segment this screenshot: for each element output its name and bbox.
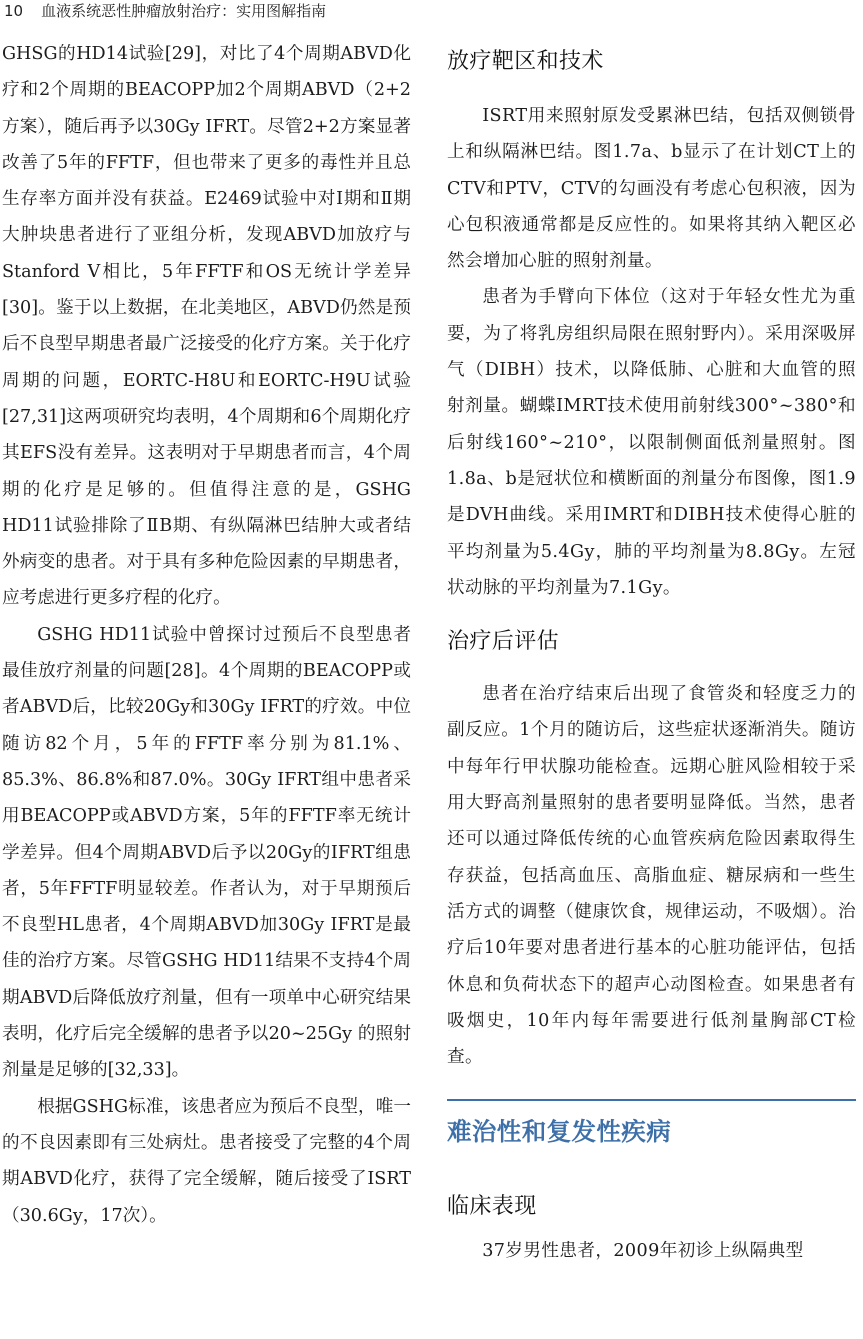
left-column xyxy=(2,36,411,1339)
post-treatment-paragraph: 患者在治疗结束后出现了食管炎和轻度乏力的副反应。1个月的随访后，这些症状逐渐消失。随访中每年行甲状腺功能检查。远期心脏风险相较于采用大野高剂量照射的患者要明显降低。当然，患者还可以通过降低传统的心血管疾病危险因素取得生存获益，包括高血压、高脂血症、糖尿病和一些生活方式的调整（健康饮食，规律运动，不吸烟）。治疗后10年要对患者进行基本的心脏功能评估，包括休息和负荷状态下的超声心动图检查。如果患者有吸烟史，10年内每年需要进行低剂量胸部CT检查。 xyxy=(447,684,856,1068)
targets-paragraph-1: ISRT用来照射原发受累淋巴结，包括双侧锁骨上和纵隔淋巴结。图1.7a、b显示了在计划CT上的CTV和PTV，CTV的勾画没有考虑心包积液，因为心包积液通常都是反应性的。如果将其纳入靶区必然会增加心脏的照射剂量。 xyxy=(447,106,856,272)
targets-paragraph-2: 患者为手臂向下体位（这对于年轻女性尤为重要，为了将乳房组织局限在照射野内）。采用深吸屏气（DIBH）技术，以降低肺、心脏和大血管的照射剂量。蝴蝶IMRT技术使用前射线300°~380°和后射线160°~210°，以限制侧面低剂量照射。图1.8a、b是冠状位和横断面的剂量分布图像，图1.9是DVH曲线。采用IMRT和DIBH技术使得心脏的平均剂量为5.4Gy，肺的平均剂量为8.8Gy。左冠状动脉的平均剂量为7.1Gy。 xyxy=(447,287,856,598)
left-paragraph-3: 根据GSHG标准，该患者应为预后不良型，唯一的不良因素即有三处病灶。患者接受了完整的4个周期ABVD化疗，获得了完全缓解，随后接受了ISRT（30.6Gy，17次）。 xyxy=(2,1096,411,1226)
part-divider-rule xyxy=(447,1099,856,1101)
page-number: 10 xyxy=(4,2,24,20)
section-heading-targets: 放疗靶区和技术 xyxy=(447,49,604,74)
section-heading-clinical: 临床表现 xyxy=(447,1194,537,1220)
section-heading-post-treatment: 治疗后评估 xyxy=(447,629,560,655)
book-title: 血液系统恶性肿瘤放射治疗：实用图解指南 xyxy=(41,2,327,20)
part-heading-refractory: 难治性和复发性疾病 xyxy=(447,1117,672,1147)
clinical-paragraph: 37岁男性患者，2009年初诊上纵隔典型 xyxy=(482,1241,804,1262)
right-column xyxy=(447,48,856,1339)
left-paragraph-2: GSHG HD11试验中曾探讨过预后不良型患者最佳放疗剂量的问题[28]。4个周期的BEACOPP或者ABVD后，比较20Gy和30Gy IFRT的疗效。中位随访82个月，5年的FFTF率分别为81.1%、85.3%、86.8%和87.0%。30Gy IFRT组中患者采用BEACOPP或ABVD方案，5年的FFTF率无统计学差异。但4个周期ABVD后予以20Gy的IFRT组患者，5年FFTF明显较差。作者认为，对于早期预后不良型HL患者，4个周期ABVD加30Gy IFRT是最佳的治疗方案。尽管GSHG HD11结果不支持4个周期ABVD后降低放疗剂量，但有一项单中心研究结果表明，化疗后完全缓解的患者予以20~25Gy 的照射剂量是足够的[32,33]。 xyxy=(2,624,411,1081)
running-head xyxy=(4,0,326,24)
left-paragraph-1: GHSG的HD14试验[29]，对比了4个周期ABVD化疗和2个周期的BEACOPP加2个周期ABVD（2+2方案），随后再予以30Gy IFRT。尽管2+2方案显著改善了5年的FFTF，但也带来了更多的毒性并且总生存率方面并没有获益。E2469试验中对Ⅰ期和Ⅱ期大肿块患者进行了亚组分析，发现ABVD加放疗与Stanford V相比，5年FFTF和OS无统计学差异[30]。鉴于以上数据，在北美地区，ABVD仍然是预后不良型早期患者最广泛接受的化疗方案。关于化疗周期的问题，EORTC-H8U和EORTC-H9U试验[27,31]这两项研究均表明，4个周期和6个周期化疗其EFS没有差异。这表明对于早期患者而言，4个周期的化疗是足够的。但值得注意的是，GSHG HD11试验排除了ⅡB期、有纵隔淋巴结肿大或者结外病变的患者。对于具有多种危险因素的早期患者，应考虑进行更多疗程的化疗。 xyxy=(2,44,411,609)
